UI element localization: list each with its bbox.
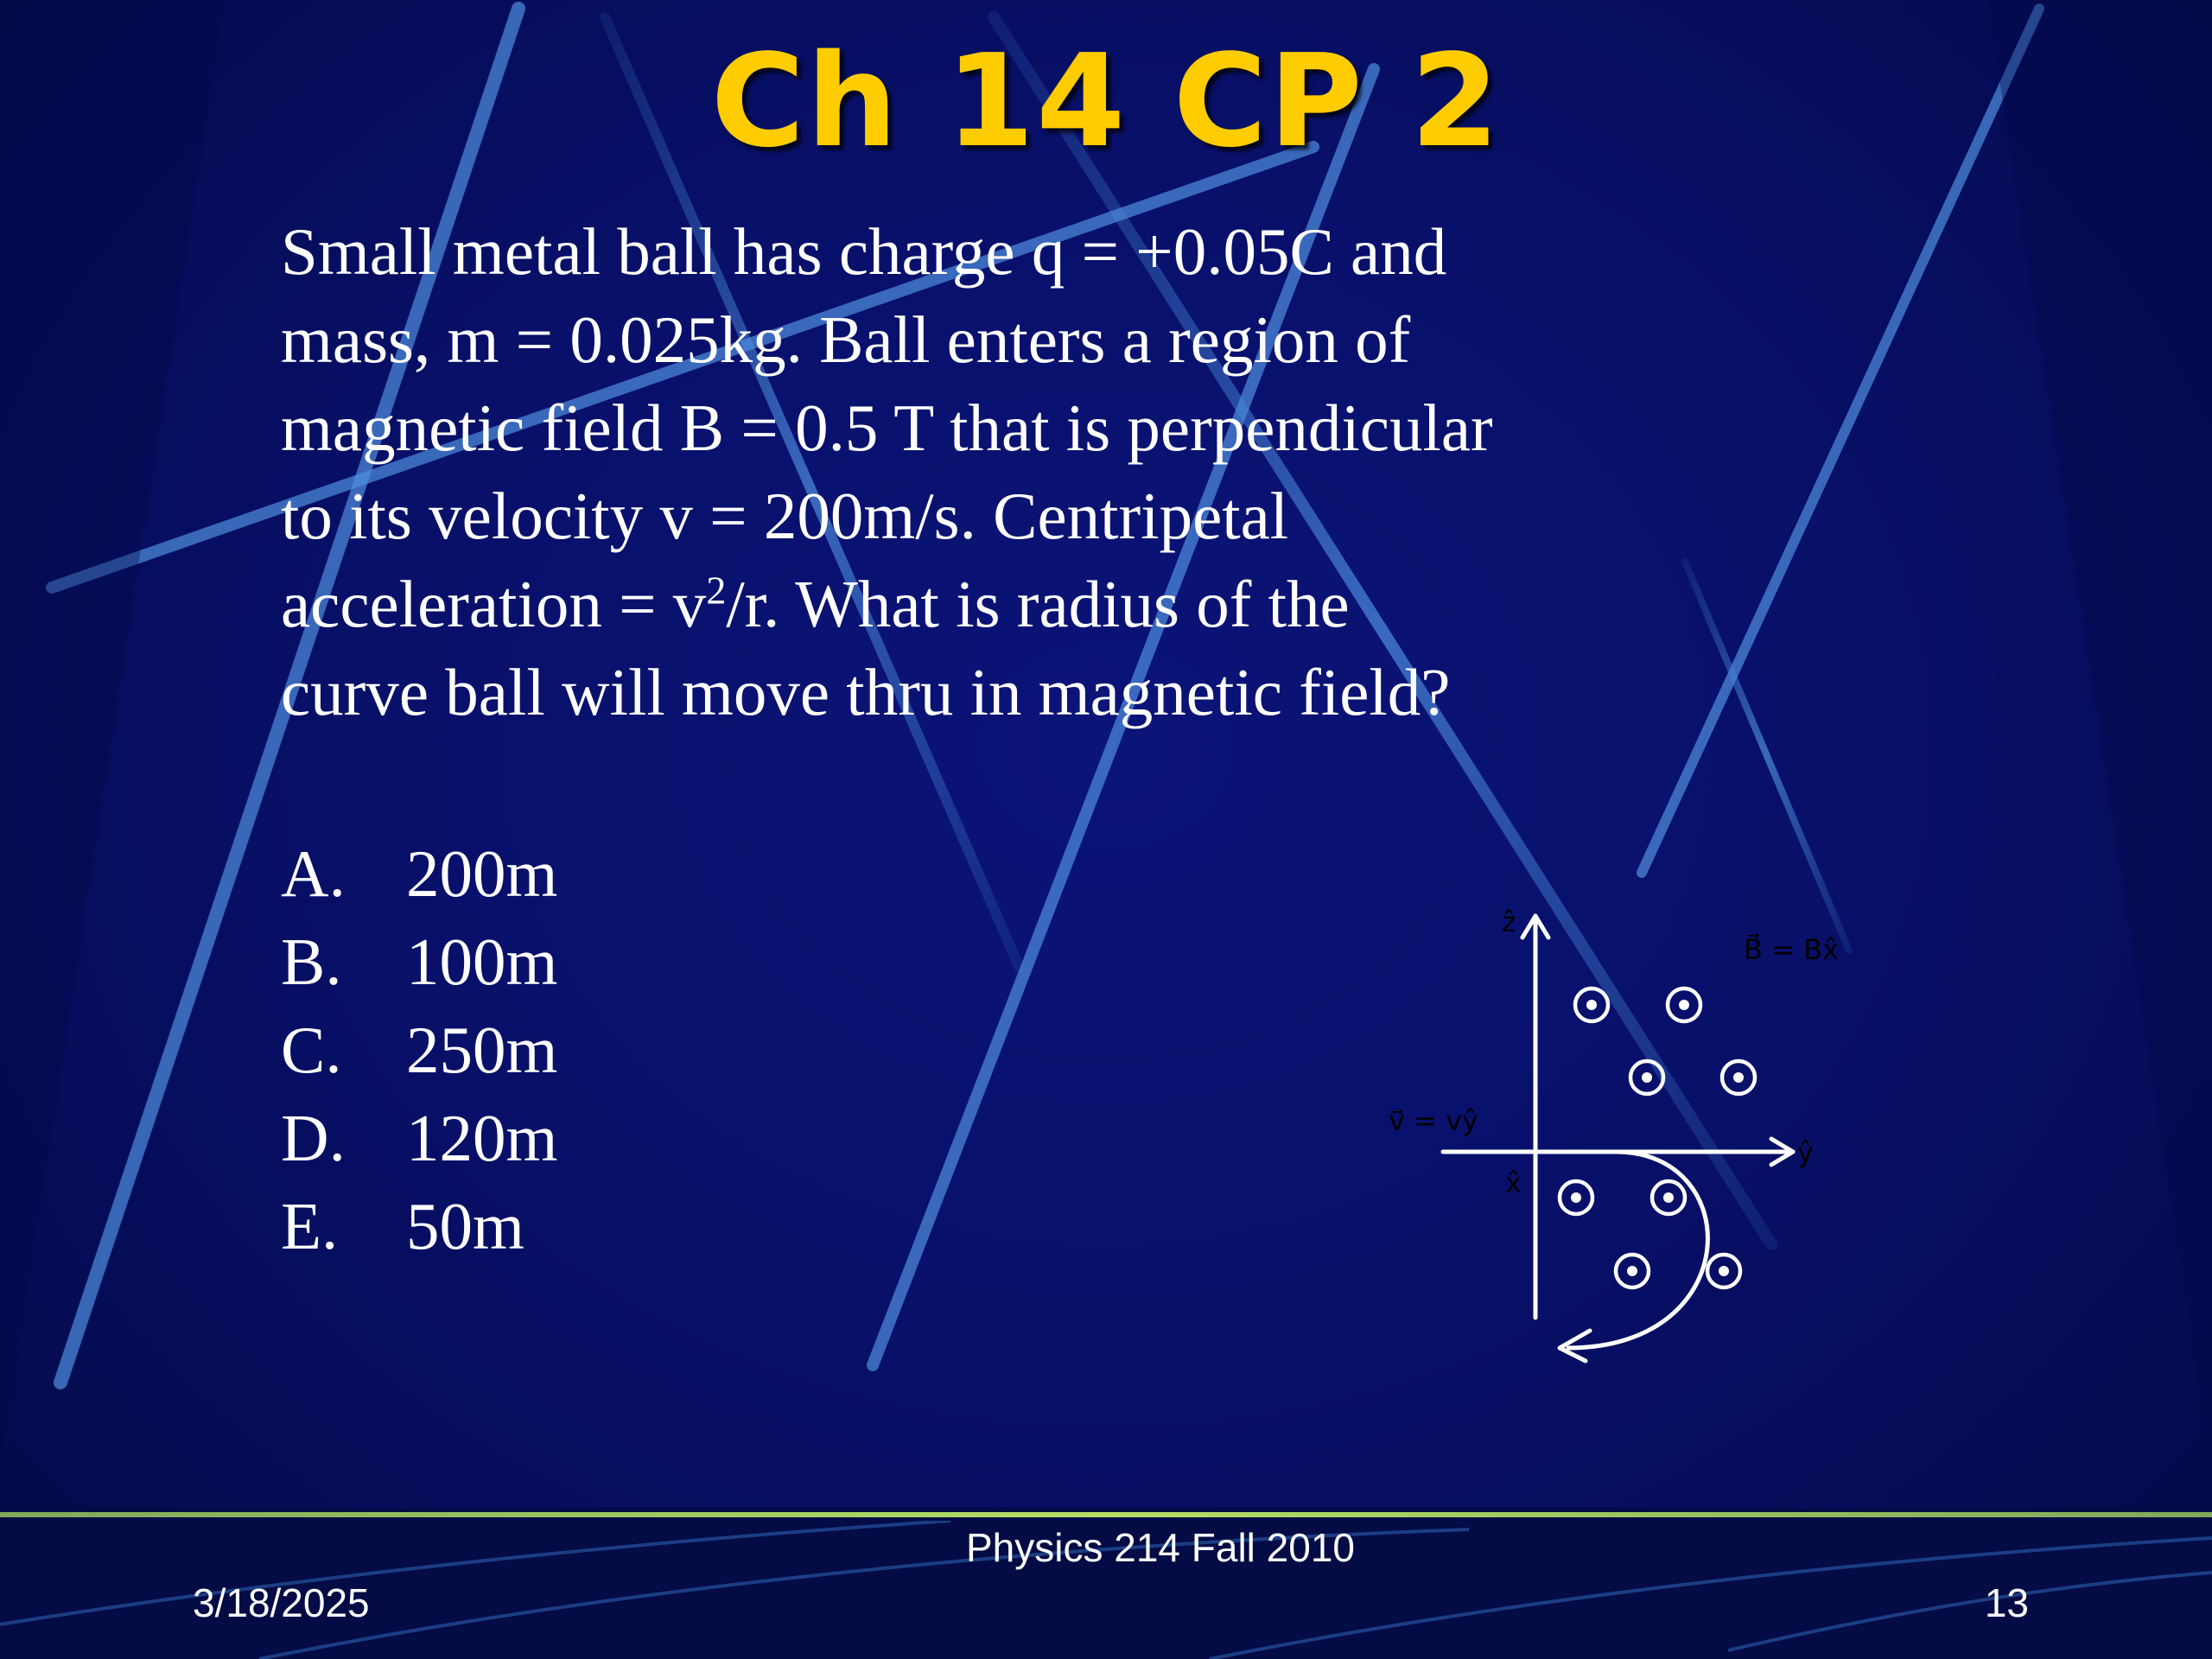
footer-divider	[0, 1512, 2212, 1517]
option-c[interactable]	[281, 1006, 557, 1094]
question-fragment: acceleration = v	[281, 567, 707, 641]
option-letter: D.	[281, 1101, 346, 1175]
footer-course: Physics 214 Fall 2010	[965, 1525, 1356, 1570]
question-line: Small metal ball has charge q = +0.05C and	[281, 214, 1447, 289]
question-line: curve ball will move thru in magnetic field?	[281, 655, 1451, 729]
option-d[interactable]	[281, 1094, 557, 1182]
question-text	[281, 207, 1681, 736]
trajectory-path	[1568, 1152, 1707, 1348]
option-letter: E.	[281, 1189, 339, 1263]
page-number: 13	[1984, 1580, 2029, 1625]
option-letter: A.	[281, 836, 346, 911]
option-e[interactable]	[281, 1182, 557, 1270]
option-text: 120m	[406, 1101, 558, 1175]
option-letter: B.	[281, 925, 342, 999]
footer-date: 3/18/2025	[193, 1580, 370, 1625]
option-text: 200m	[406, 836, 558, 911]
superscript: 2	[706, 568, 727, 613]
magnetic-field-diagram	[1382, 890, 1866, 1374]
question-fragment: /r. What is radius of the	[726, 567, 1350, 641]
question-line: mass, m = 0.025kg. Ball enters a region of	[281, 302, 1411, 377]
y-axis-label: ŷ	[1797, 1136, 1814, 1169]
answer-options	[281, 830, 557, 1270]
option-a[interactable]	[281, 830, 557, 918]
x-axis-label: x̂	[1505, 1166, 1522, 1199]
b-field-label: B⃗ = Bx̂	[1744, 933, 1839, 966]
option-text: 250m	[406, 1013, 558, 1087]
option-b[interactable]	[281, 918, 557, 1006]
option-text: 50m	[406, 1189, 524, 1263]
question-line: magnetic field B = 0.5 T that is perpendicular	[281, 391, 1493, 465]
velocity-label: v⃗ = vŷ	[1389, 1104, 1478, 1137]
option-text: 100m	[406, 925, 558, 999]
z-axis-label: ẑ	[1502, 906, 1516, 938]
question-line	[281, 560, 1681, 648]
question-line: to its velocity v = 200m/s. Centripetal	[281, 479, 1289, 553]
option-letter: C.	[281, 1013, 342, 1087]
slide-title: Ch 14 CP 2	[710, 27, 1502, 175]
